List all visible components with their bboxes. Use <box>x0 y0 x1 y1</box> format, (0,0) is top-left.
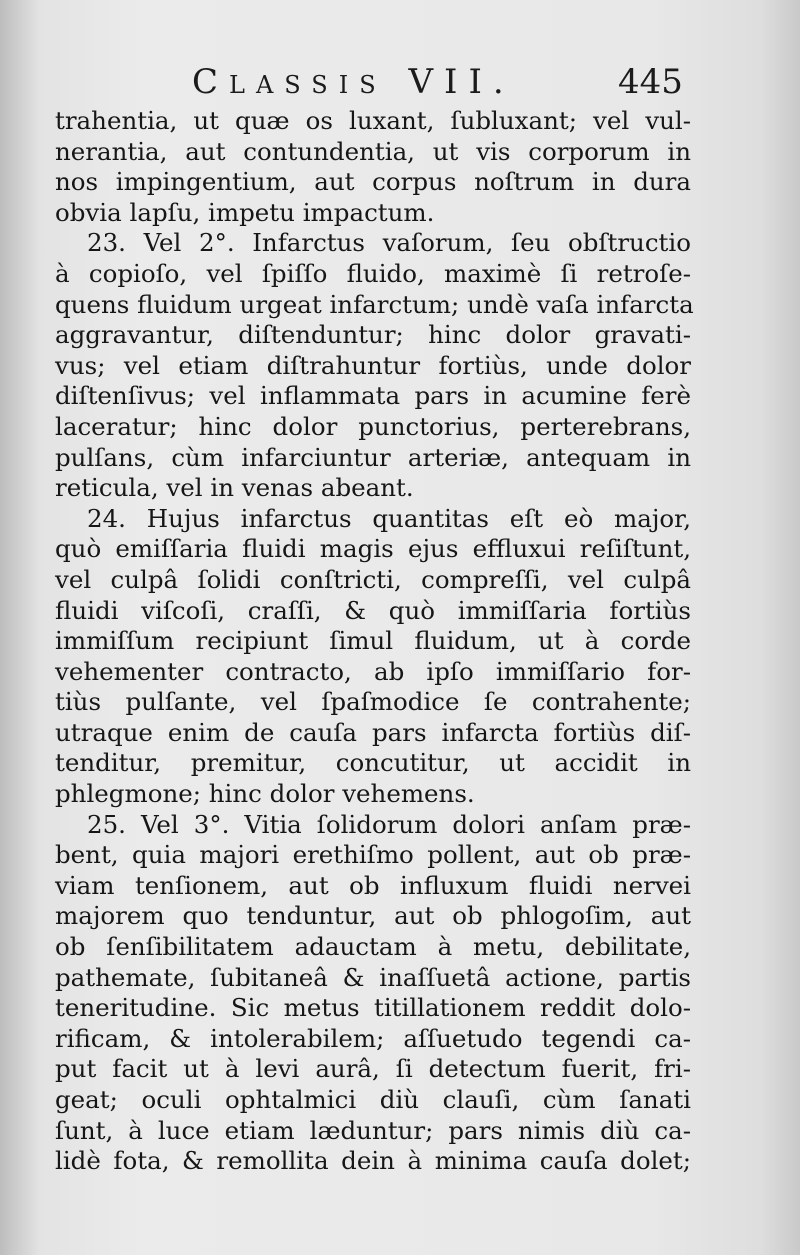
text-line: phlegmone; hinc dolor vehemens. <box>55 779 475 809</box>
text-line: vus; vel etiam diſtrahuntur fortiùs, unde dolor <box>55 350 691 380</box>
text-line: aggravantur, diſtenduntur; hinc dolor gravati- <box>55 320 691 350</box>
text-line: ſunt, à luce etiam læduntur; pars nimis diù ca- <box>55 1115 691 1145</box>
text-line: immiſſum recipiunt ſimul fluidum, ut à corde <box>55 626 691 656</box>
text-line: geat; oculi ophtalmici diù clauſi, cùm ſanati <box>55 1085 691 1114</box>
running-title: Classis VII. <box>192 62 515 102</box>
text-line: tenditur, premitur, concutitur, ut accidit in <box>55 748 691 778</box>
page-number: 445 <box>618 62 683 102</box>
text-line: utraque enim de cauſa pars infarcta fortiùs diſ- <box>55 717 691 747</box>
paragraph-25-start: 25. Vel 3°. Vitia ſolidorum dolori anſam præ- <box>87 809 691 839</box>
body-text <box>55 106 694 1177</box>
text-line: bent, quia majori erethiſmo pollent, aut ob præ- <box>55 840 691 870</box>
text-line: reticula, vel in venas abeant. <box>55 473 414 503</box>
text-line: à copioſo, vel ſpiſſo fluido, maximè ſi retroſe- <box>55 258 691 288</box>
text-line: rificam, & intolerabilem; aſſuetudo tegendi ca- <box>55 1023 691 1053</box>
text-line: nos impingentium, aut corpus noſtrum in dura <box>55 167 691 197</box>
text-line: pathemate, ſubitaneâ & inaſſuetâ actione, partis <box>55 962 691 992</box>
text-line: trahentia, ut quæ os luxant, ſubluxant; vel vul- <box>55 106 691 135</box>
text-line: viam tenſionem, aut ob influxum fluidi nervei <box>55 870 691 900</box>
text-line: laceratur; hinc dolor punctorius, perterebrans, <box>55 411 691 441</box>
text-line: quens fluidum urgeat infarctum; undè vaſa infarcta <box>55 289 694 319</box>
text-line: obvia lapſu, impetu impactum. <box>55 197 435 227</box>
text-line: ob ſenſibilitatem adauctam à metu, debilitate, <box>55 932 691 962</box>
text-line: put facit ut à levi aurâ, ſi detectum fuerit, fri- <box>55 1054 691 1084</box>
text-line: vehementer contracto, ab ipſo immiſſario for- <box>55 656 691 686</box>
text-line: lidè fota, & remollita dein à minima cauſa dolet; <box>55 1146 691 1176</box>
text-line: teneritudine. Sic metus titillationem reddit dolo- <box>55 993 691 1023</box>
text-line: diſtenſivus; vel inflammata pars in acumine ferè <box>55 381 691 411</box>
text-line: fluidi viſcoſi, craſſi, & quò immiſſaria fortiùs <box>55 595 691 625</box>
page-header <box>0 62 800 112</box>
text-line: quò emiſſaria fluidi magis ejus effluxui reſiſtunt, <box>55 534 691 564</box>
paragraph-24-start: 24. Hujus infarctus quantitas eſt eò major, <box>87 503 691 533</box>
text-line: tiùs pulſante, vel ſpaſmodice ſe contrahente; <box>55 687 691 717</box>
text-line: majorem quo tenduntur, aut ob phlogoſim, aut <box>55 901 691 931</box>
text-line: pulſans, cùm infarciuntur arteriæ, antequam in <box>55 442 691 472</box>
text-line: nerantia, aut contundentia, ut vis corporum in <box>55 136 691 166</box>
text-line: vel culpâ ſolidi conſtricti, compreſſi, vel culpâ <box>55 564 691 594</box>
paragraph-23-start: 23. Vel 2°. Infarctus vaſorum, ſeu obſtructio <box>87 228 691 258</box>
